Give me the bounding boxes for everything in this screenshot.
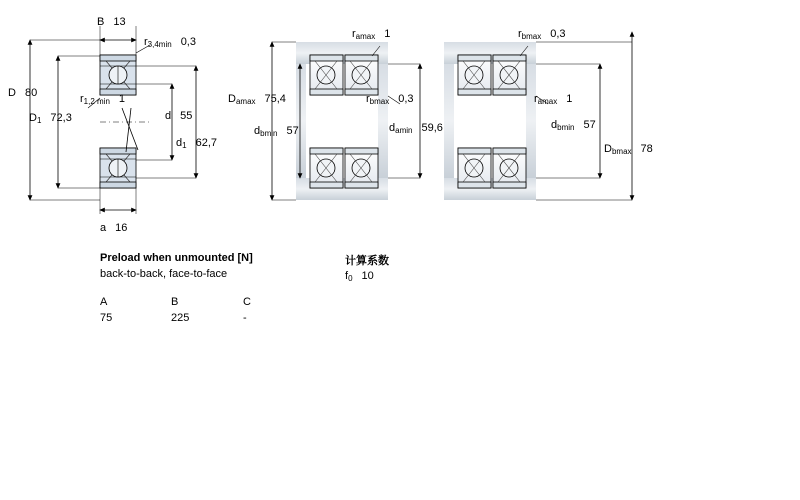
label-d1-value: 62,7: [195, 137, 217, 149]
label-dbmin-right-value: 57: [583, 119, 596, 131]
label-r34min-subscript: 3,4min: [147, 40, 172, 49]
factor-f0-subscript: 0: [348, 274, 353, 283]
preload-col-A: A: [100, 296, 108, 308]
factor-f0-value: 10: [361, 270, 374, 282]
label-D: [8, 87, 37, 99]
label-d1-subscript: 1: [182, 141, 187, 150]
label-dbmin-right: [551, 119, 596, 134]
label-ramax-top: [352, 28, 390, 43]
preload-val-B: 225: [171, 312, 190, 324]
preload-col-C: C: [243, 296, 251, 308]
label-Dbmax-subscript: bmax: [611, 147, 632, 156]
label-r12min-value: 1: [118, 93, 126, 105]
label-d-value: 55: [180, 110, 193, 122]
preload-table-title: Preload when unmounted [N]: [100, 252, 253, 264]
label-Damax-value: 75,4: [264, 93, 286, 105]
label-B-value: 13: [113, 16, 126, 28]
preload-val-C: -: [243, 312, 247, 324]
label-rbmax-top-value: 0,3: [550, 28, 566, 40]
label-dbmin-left-value: 57: [286, 125, 299, 137]
label-damin-value: 59,6: [421, 122, 443, 134]
label-D1: [29, 112, 72, 127]
label-r12min: [80, 93, 125, 108]
label-Dbmax-value: 78: [640, 143, 653, 155]
label-r12min-symbol: r: [80, 93, 84, 105]
label-ramax-mid-symbol: r: [534, 93, 538, 105]
label-ramax-top-value: 1: [384, 28, 391, 40]
label-a: [100, 222, 127, 234]
label-r34min-value: 0,3: [180, 36, 196, 48]
label-d: [165, 110, 192, 122]
label-D1-value: 72,3: [50, 112, 72, 124]
label-Damax: [228, 93, 286, 108]
label-D1-subscript: 1: [36, 116, 42, 125]
label-Dbmax: [604, 143, 653, 158]
label-r12min-subscript: 1,2 min: [83, 97, 110, 106]
label-ramax-mid-value: 1: [566, 93, 573, 105]
label-dbmin-left-subscript: bmin: [260, 129, 278, 138]
label-r34min-symbol: r: [144, 36, 148, 48]
label-D1-symbol: D: [29, 112, 37, 124]
label-B-symbol: B: [97, 16, 105, 28]
preload-val-A: 75: [100, 312, 113, 324]
label-ramax-mid: [534, 93, 572, 108]
label-damin-subscript: amin: [395, 126, 413, 135]
preload-table-subtitle: back-to-back, face-to-face: [100, 268, 228, 280]
label-rbmax-mid-subscript: bmax: [369, 97, 390, 106]
label-damin-symbol: d: [389, 122, 396, 134]
label-dbmin-left-symbol: d: [254, 125, 261, 137]
factor-table-title: 计算系数: [345, 255, 389, 267]
label-rbmax-top-symbol: r: [518, 28, 522, 40]
label-D-symbol: D: [8, 87, 16, 99]
label-Damax-subscript: amax: [235, 97, 256, 106]
label-ramax-top-subscript: amax: [355, 32, 376, 41]
label-rbmax-top: [518, 28, 566, 43]
label-d-symbol: d: [165, 110, 172, 122]
label-a-symbol: a: [100, 222, 107, 234]
label-d1-symbol: d: [176, 137, 183, 149]
label-rbmax-mid-symbol: r: [366, 93, 370, 105]
factor-f0: [345, 270, 374, 285]
factor-f0-symbol: f: [345, 270, 349, 282]
label-damin: [389, 122, 443, 137]
label-rbmax-mid-value: 0,3: [398, 93, 414, 105]
label-dbmin-left: [254, 125, 299, 140]
label-Damax-symbol: D: [228, 93, 236, 105]
label-rbmax-top-subscript: bmax: [521, 32, 542, 41]
preload-col-B: B: [171, 296, 179, 308]
label-ramax-mid-subscript: amax: [537, 97, 558, 106]
label-ramax-top-symbol: r: [352, 28, 356, 40]
label-dbmin-right-symbol: d: [551, 119, 558, 131]
label-D-value: 80: [24, 87, 38, 99]
label-rbmax-mid: [366, 93, 414, 108]
label-dbmin-right-subscript: bmin: [557, 123, 575, 132]
label-r34min: [144, 36, 196, 51]
label-Dbmax-symbol: D: [604, 143, 612, 155]
label-d1: [176, 137, 217, 152]
label-B: [97, 16, 126, 28]
label-a-value: 16: [115, 222, 128, 234]
